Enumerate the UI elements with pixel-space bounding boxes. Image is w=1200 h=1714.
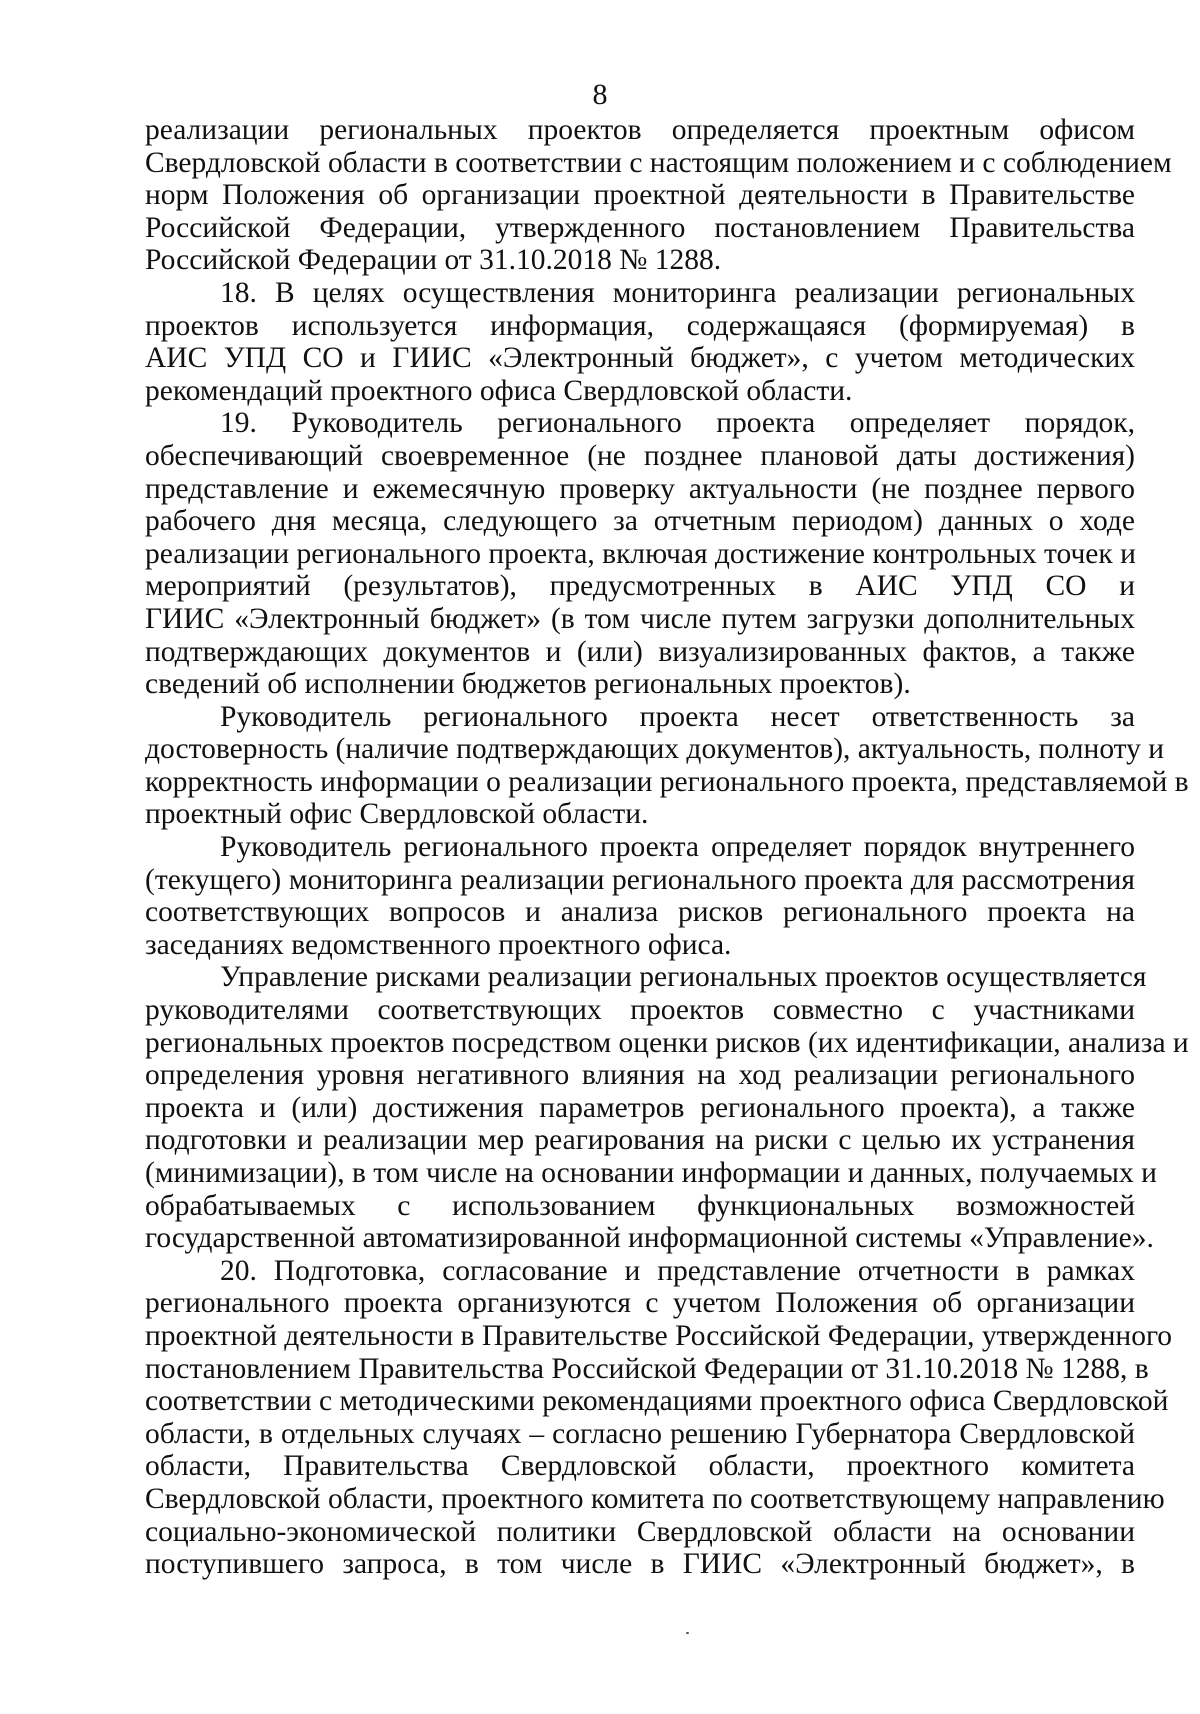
text-line: соответствующих вопросов и анализа рисков регионального проекта на (145, 896, 1135, 929)
paragraph (145, 1254, 1173, 1581)
text-line: сведений об исполнении бюджетов региональных проектов). (145, 668, 911, 701)
text-line: корректность информации о реализации регионального проекта, представляемой в (145, 765, 1189, 798)
text-line: Свердловской области, проектного комитета по соответствующему направлению (145, 1482, 1165, 1515)
text-line: 20. Подготовка, согласование и представление отчетности в рамках (220, 1254, 1135, 1287)
text-line: 18. В целях осуществления мониторинга реализации региональных (220, 276, 1135, 309)
text-line: заседаниях ведомственного проектного офиса. (145, 928, 732, 961)
text-line: Российской Федерации, утвержденного постановлением Правительства (145, 211, 1135, 244)
text-line: АИС УПД СО и ГИИС «Электронный бюджет», с учетом методических (145, 342, 1135, 375)
text-line: руководителями соответствующих проектов совместно с участниками (145, 994, 1135, 1027)
paragraph (145, 407, 1135, 700)
paragraph (145, 831, 1135, 961)
text-line: социально-экономической политики Свердловской области на основании (145, 1515, 1135, 1548)
text-line: мероприятий (результатов), предусмотренных в АИС УПД СО и (145, 570, 1135, 603)
scan-artifact (686, 1632, 689, 1634)
text-line: проектов используется информация, содержащаяся (формируемая) в (145, 309, 1135, 342)
text-line: подтверждающих документов и (или) визуализированных фактов, а также (145, 635, 1135, 668)
text-line: рабочего дня месяца, следующего за отчетным периодом) данных о ходе (145, 505, 1135, 538)
text-line: постановлением Правительства Российской Федерации от 31.10.2018 № 1288, в (145, 1352, 1149, 1385)
paragraph (145, 961, 1189, 1255)
text-line: регионального проекта организуются с учетом Положения об организации (145, 1287, 1135, 1320)
text-line: Руководитель регионального проекта определяет порядок внутреннего (220, 831, 1135, 864)
text-line: соответствии с методическими рекомендациями проектного офиса Свердловской (145, 1385, 1169, 1418)
text-line: ГИИС «Электронный бюджет» (в том числе путем загрузки дополнительных (145, 602, 1135, 635)
text-line: Свердловской области в соответствии с настоящим положением и с соблюдением (145, 146, 1172, 179)
text-line: обеспечивающий своевременное (не позднее плановой даты достижения) (145, 439, 1135, 472)
text-line: поступившего запроса, в том числе в ГИИС «Электронный бюджет», в (145, 1548, 1135, 1581)
paragraph (145, 277, 1135, 407)
text-line: Управление рисками реализации региональных проектов осуществляется (220, 961, 1147, 994)
text-line: проектный офис Свердловской области. (145, 798, 649, 831)
text-line: обрабатываемых с использованием функциональных возможностей (145, 1189, 1135, 1222)
text-line: реализации региональных проектов определяется проектным офисом (145, 114, 1135, 146)
text-line: области, в отдельных случаях – согласно решению Губернатора Свердловской (145, 1417, 1135, 1450)
text-line: проектной деятельности в Правительстве Российской Федерации, утвержденного (145, 1319, 1173, 1352)
text-line: проекта и (или) достижения параметров регионального проекта), а также (145, 1091, 1135, 1124)
text-line: государственной автоматизированной информационной системы «Управление». (145, 1222, 1154, 1255)
paragraph (145, 700, 1189, 831)
text-line: Руководитель регионального проекта несет ответственность за (220, 700, 1135, 733)
text-line: 19. Руководитель регионального проекта определяет порядок, (220, 407, 1135, 440)
document-body (145, 114, 1189, 1581)
page-number: 8 (592, 78, 608, 111)
text-line: Российской Федерации от 31.10.2018 № 1288. (145, 244, 722, 277)
text-line: (текущего) мониторинга реализации регионального проекта для рассмотрения (145, 863, 1135, 896)
text-line: определения уровня негативного влияния на ход реализации регионального (145, 1059, 1135, 1092)
text-line: рекомендаций проектного офиса Свердловской области. (145, 374, 853, 407)
text-line: региональных проектов посредством оценки рисков (их идентификации, анализа и (145, 1026, 1189, 1059)
text-line: представление и ежемесячную проверку актуальности (не позднее первого (145, 472, 1135, 505)
text-line: (минимизации), в том числе на основании информации и данных, получаемых и (145, 1157, 1157, 1189)
paragraph (145, 114, 1172, 277)
text-line: норм Положения об организации проектной деятельности в Правительстве (145, 179, 1135, 212)
text-line: области, Правительства Свердловской области, проектного комитета (145, 1450, 1135, 1483)
text-line: реализации регионального проекта, включая достижение контрольных точек и (145, 537, 1136, 570)
text-line: подготовки и реализации мер реагирования на риски с целью их устранения (145, 1124, 1135, 1157)
text-line: достоверность (наличие подтверждающих документов), актуальность, полноту и (145, 733, 1165, 766)
